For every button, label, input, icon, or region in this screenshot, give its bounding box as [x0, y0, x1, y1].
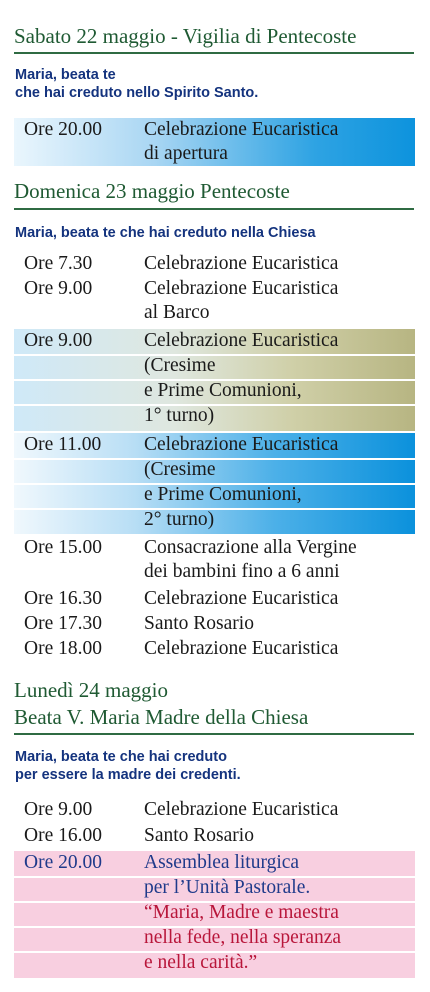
row-desc: Celebrazione Eucaristica	[144, 799, 339, 820]
row-time: Ore 9.00	[24, 330, 93, 351]
schedule-row	[14, 252, 414, 276]
row-desc: “Maria, Madre e maestra	[144, 902, 339, 923]
section-rule	[14, 52, 414, 54]
schedule-row	[14, 536, 414, 584]
row-desc: (Cresime	[144, 355, 216, 376]
row-desc: al Barco	[144, 302, 210, 323]
row-desc: Celebrazione Eucaristica	[144, 638, 339, 659]
row-desc: Celebrazione Eucaristica	[144, 330, 339, 351]
row-desc: Celebrazione Eucaristica	[144, 588, 339, 609]
section-subtitle: Maria, beata te che hai creduto nello Spirito Santo.	[15, 67, 259, 101]
row-time: Ore 16.00	[24, 825, 102, 846]
row-time: Ore 9.00	[24, 799, 93, 820]
row-desc: Santo Rosario	[144, 825, 254, 846]
section-title-domenica: Domenica 23 maggio Pentecoste	[14, 179, 290, 203]
schedule-row	[14, 277, 414, 325]
row-time: Ore 17.30	[24, 613, 102, 634]
row-desc: (Cresime	[144, 459, 216, 480]
row-desc: e nella carità.”	[144, 952, 258, 973]
row-time: Ore 18.00	[24, 638, 102, 659]
row-desc: 1° turno)	[144, 405, 215, 426]
row-desc: Assemblea liturgica	[144, 852, 300, 873]
schedule-row	[14, 851, 414, 976]
section-rule	[14, 208, 414, 210]
row-time: Ore 20.00	[24, 119, 102, 140]
row-time: Ore 16.30	[24, 588, 102, 609]
schedule-row	[14, 824, 414, 848]
schedule-row	[14, 637, 414, 661]
row-desc: per l’Unità Pastorale.	[144, 877, 311, 898]
row-time: Ore 9.00	[24, 278, 93, 299]
schedule-row	[14, 329, 414, 429]
schedule-row	[14, 587, 414, 611]
row-time: Ore 7.30	[24, 253, 93, 274]
row-time: Ore 11.00	[24, 434, 102, 455]
row-desc: Celebrazione Eucaristica	[144, 119, 339, 140]
row-desc: di apertura	[144, 143, 228, 164]
section-subtitle: Maria, beata te che hai creduto nella Chiesa	[15, 225, 316, 241]
schedule-row	[14, 612, 414, 636]
row-desc: Celebrazione Eucaristica	[144, 278, 339, 299]
schedule-row	[14, 798, 414, 822]
row-desc: Celebrazione Eucaristica	[144, 434, 339, 455]
section-title-sabato: Sabato 22 maggio - Vigilia di Pentecoste	[14, 24, 357, 48]
schedule-row	[14, 433, 414, 533]
row-time: Ore 15.00	[24, 537, 102, 558]
row-desc: nella fede, nella speranza	[144, 927, 342, 948]
row-desc: e Prime Comunioni,	[144, 484, 302, 505]
row-desc: e Prime Comunioni,	[144, 380, 302, 401]
row-desc: Santo Rosario	[144, 613, 254, 634]
schedule-row	[14, 118, 414, 166]
section-title-lunedi: Lunedì 24 maggio Beata V. Maria Madre della Chiesa	[14, 678, 309, 729]
section-subtitle: Maria, beata te che hai creduto per essere la madre dei credenti.	[15, 749, 241, 783]
section-rule	[14, 733, 414, 735]
row-desc: Consacrazione alla Vergine	[144, 537, 357, 558]
row-desc: 2° turno)	[144, 509, 215, 530]
row-time: Ore 20.00	[24, 852, 102, 873]
row-desc: dei bambini fino a 6 anni	[144, 561, 340, 582]
row-desc: Celebrazione Eucaristica	[144, 253, 339, 274]
